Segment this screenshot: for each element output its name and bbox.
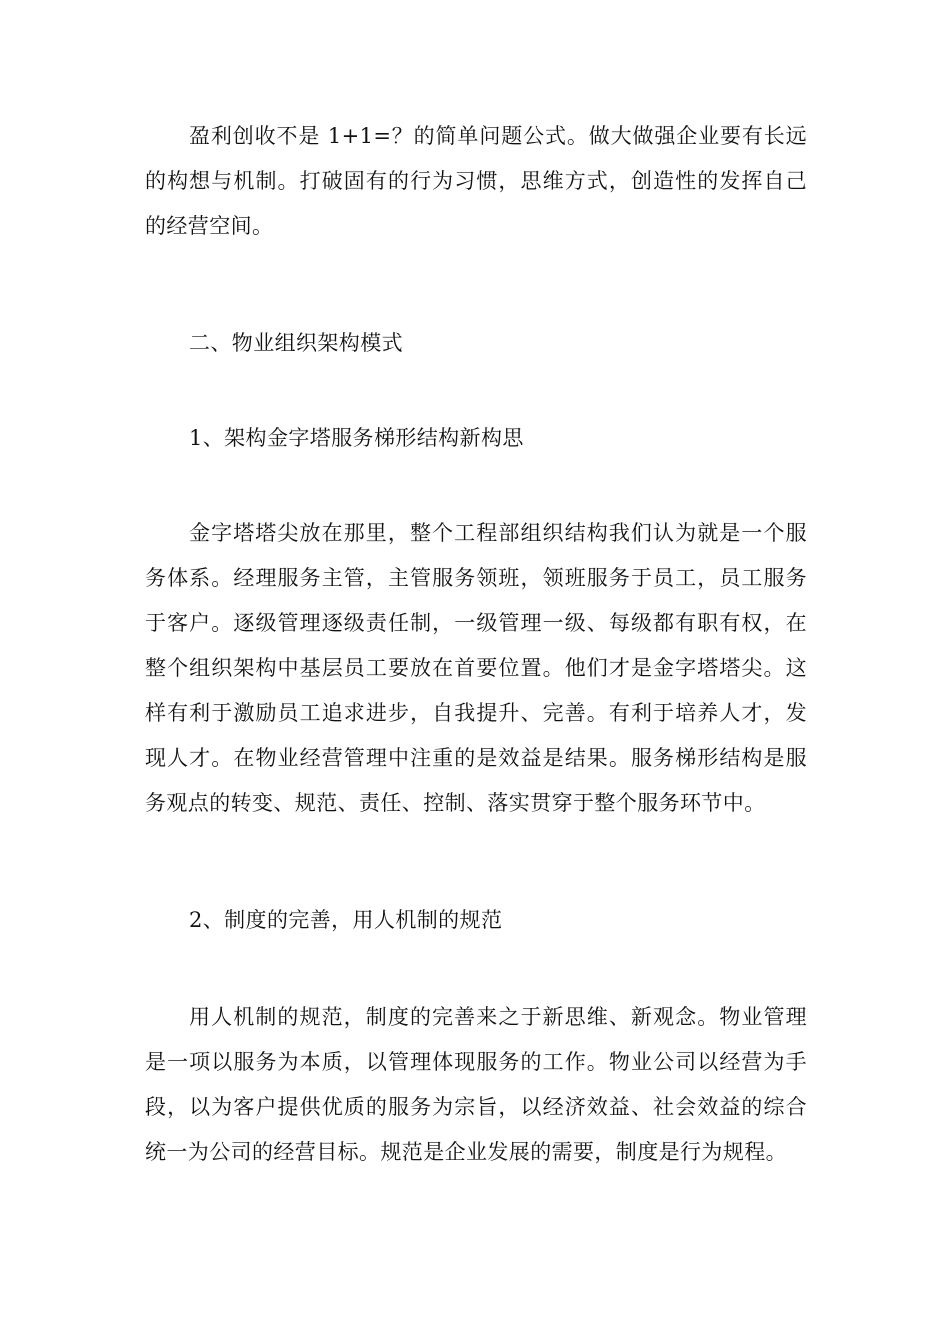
- paragraph-spacer: [145, 366, 807, 416]
- subheading-system: 2、制度的完善，用人机制的规范: [189, 908, 503, 932]
- paragraph-spacer: [145, 826, 807, 898]
- paragraph-system: 用人机制的规范，制度的完善来之于新思维、新观念。物业管理是一项以服务为本质，以管理体现服务的工作。物业公司以经营为手段，以为客户提供优质的服务为宗旨，以经济效益、社会效益的综合统一为公司的经营目标。规范是企业发展的需要，制度是行为规程。: [145, 1005, 807, 1164]
- paragraph-spacer: [145, 461, 807, 511]
- paragraph-spacer: [145, 249, 807, 321]
- subheading-pyramid: 1、架构金字塔服务梯形结构新构思: [189, 426, 524, 450]
- paragraph-profit: 盈利创收不是 1+1=？的简单问题公式。做大做强企业要有长远的构想与机制。打破固有的行为习惯，思维方式，创造性的发挥自己的经营空间。: [145, 124, 807, 238]
- document-body: [145, 114, 807, 1175]
- paragraph-spacer: [145, 943, 807, 995]
- section-heading-org-structure: 二、物业组织架构模式: [189, 331, 403, 355]
- paragraph-pyramid: 金字塔塔尖放在那里，整个工程部组织结构我们认为就是一个服务体系。经理服务主管，主管服务领班，领班服务于员工，员工服务于客户。逐级管理逐级责任制，一级管理一级、每级都有职有权，在整个组织架构中基层员工要放在首要位置。他们才是金字塔塔尖。这样有利于激励员工追求进步，自我提升、完善。有利于培养人才，发现人才。在物业经营管理中注重的是效益是结果。服务梯形结构是服务观点的转变、规范、责任、控制、落实贯穿于整个服务环节中。: [145, 521, 807, 815]
